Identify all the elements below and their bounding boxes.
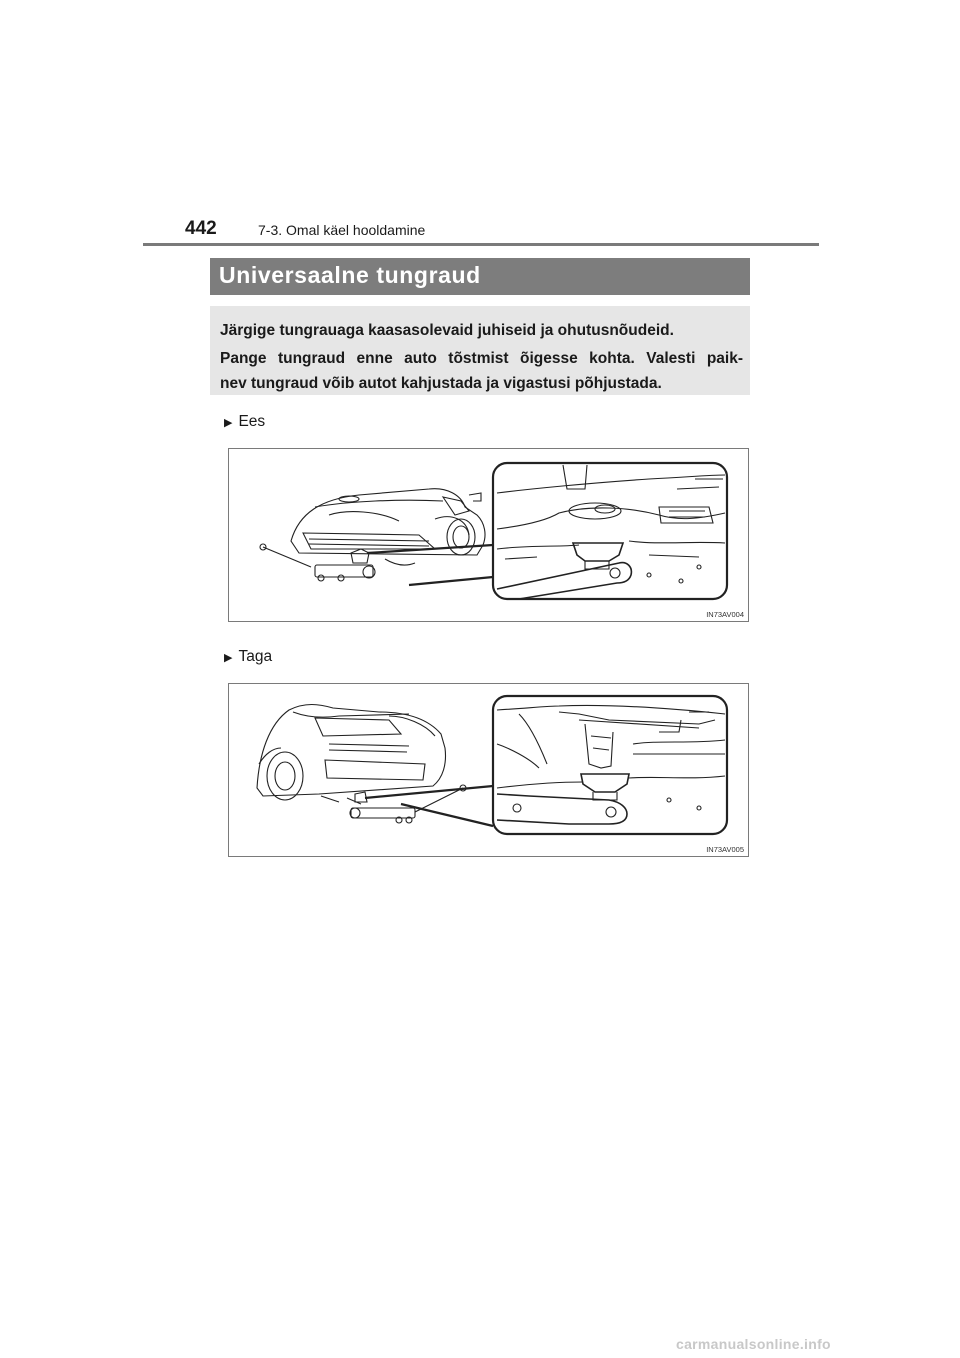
triangle-right-icon: ▶ [224,651,233,664]
bullet-front [224,413,265,431]
info-box [210,306,750,395]
front-figure [228,448,749,622]
front-jack-illustration [229,449,748,621]
triangle-right-icon: ▶ [224,416,233,429]
rear-figure [228,683,749,857]
info-line-2: Pange tungraud enne auto tõstmist õigesse kohta. Valesti paik- [220,350,743,367]
rear-jack-illustration [229,684,748,856]
bullet-rear [224,648,272,666]
rear-figure-code: IN73AV005 [706,845,744,854]
header-rule [143,243,819,246]
page-number: 442 [185,218,217,239]
watermark: carmanualsonline.info [676,1336,831,1352]
section-path: 7-3. Omal käel hooldamine [258,222,426,238]
page-title: Universaalne tungraud [210,258,750,295]
front-label: Ees [238,413,266,430]
info-line-1: Järgige tungrauaga kaasasolevaid juhiseid ja ohutusnõudeid. [220,322,674,339]
front-figure-code: IN73AV004 [706,610,744,619]
rear-label: Taga [238,648,273,665]
info-line-3: nev tungraud võib autot kahjustada ja vigastusi põhjustada. [220,375,662,392]
